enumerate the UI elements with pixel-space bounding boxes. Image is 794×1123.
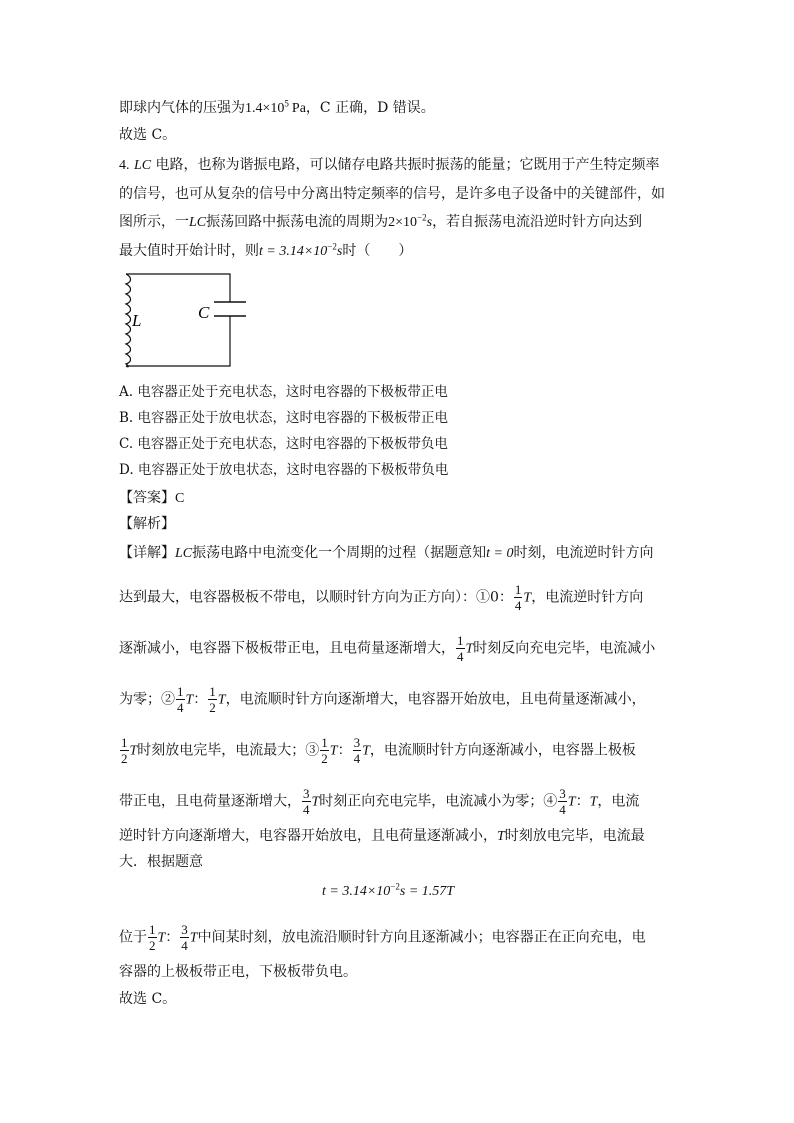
- fraction-3-4: $\frac{3}{4}$: [181, 922, 188, 953]
- detail-line-10: 容器的上极板带正电，下极板带负电。: [119, 964, 357, 980]
- text: 振荡电路中电流变化一个周期的过程（据题意知: [192, 545, 487, 561]
- detail-line-7: [119, 826, 645, 847]
- capacitor-label: C: [198, 303, 210, 322]
- equation-part: t = 3.14×10: [322, 884, 391, 899]
- wire-bottom: [126, 316, 230, 366]
- lc-symbol: LC: [175, 546, 193, 561]
- lc-symbol: LC: [133, 158, 152, 173]
- text: 即球内气体的压强为: [119, 100, 245, 116]
- prev-line-2: 故选 C。: [119, 127, 177, 143]
- equation-part: s = 1.57T: [399, 884, 455, 899]
- text: 为零；②: [119, 691, 175, 708]
- text: 位于: [119, 929, 147, 946]
- time-exp: −2: [327, 241, 337, 252]
- period-symbol: T: [157, 930, 166, 946]
- detail-line-11: 故选 C。: [119, 991, 177, 1007]
- time-unit: s: [336, 244, 343, 259]
- fraction-3-4: $\frac{3}{4}$: [353, 735, 361, 766]
- answer-value: C: [175, 491, 185, 506]
- text: ：: [193, 691, 208, 708]
- period-symbol: T: [567, 794, 576, 810]
- text: ，电流顺时针方向逐渐增大，电容器开始放电，且电荷量逐渐减小，: [225, 691, 646, 708]
- question-line-2: 的信号，也可从复杂的信号中分离出特定频率的信号，是许多电子设备中的关键部件，如: [119, 186, 665, 202]
- text: ：: [575, 793, 590, 810]
- period-symbol: T: [589, 794, 598, 810]
- option-c: C. 电容器正处于充电状态，这时电容器的下极板带负电: [119, 436, 448, 452]
- t-zero: t = 0: [486, 546, 514, 561]
- inductor-coil: [126, 274, 131, 367]
- detail-line-3: [119, 633, 655, 664]
- detail-line-4: [119, 684, 646, 715]
- text: 中间某时刻，放电流沿顺时针方向且逐渐减小；电容器正在正向充电，电: [197, 929, 646, 946]
- text: 带正电，且电荷量逐渐增大，: [119, 793, 301, 810]
- period-symbol: T: [185, 692, 194, 708]
- text: 时刻放电完毕，电流最大；③: [137, 742, 320, 759]
- text: ，C 正确，D 错误。: [305, 100, 435, 116]
- text: ：: [165, 929, 180, 946]
- period-symbol: T: [523, 590, 532, 606]
- pressure-value: 1.4×10: [245, 101, 285, 116]
- text: ，电流: [597, 793, 640, 810]
- period-symbol: T: [465, 641, 474, 657]
- period-symbol: T: [311, 794, 320, 810]
- period-symbol: T: [329, 743, 338, 759]
- pressure-exp: 5: [284, 98, 289, 109]
- detail-line-6: [119, 786, 639, 817]
- period-symbol: T: [217, 692, 226, 708]
- detail-line-9: [119, 922, 646, 953]
- option-b: B. 电容器正处于放电状态，这时电容器的下极板带正电: [119, 410, 449, 426]
- text: ，若自振荡电流沿逆时针方向达到: [432, 214, 643, 230]
- answer-label: 【答案】: [119, 490, 175, 506]
- text: 时刻正向充电完毕，电流减小为零；④: [319, 793, 558, 810]
- answer-line: [119, 488, 184, 509]
- question-line-1: [119, 155, 660, 176]
- detail-line-8: 大．根据题意: [119, 854, 203, 870]
- period-symbol: T: [129, 743, 138, 759]
- fraction-1-2: $\frac{1}{2}$: [121, 735, 128, 766]
- detail-label: 【详解】: [119, 545, 175, 561]
- detail-line-2: [119, 582, 643, 613]
- text: 时（ ）: [342, 243, 413, 259]
- period-value: 2×10: [388, 215, 418, 230]
- lc-symbol: LC: [189, 215, 207, 230]
- text: ：: [337, 742, 352, 759]
- text: 图所示，一: [119, 214, 189, 230]
- equation-exp: −2: [390, 881, 400, 892]
- period-symbol: T: [497, 829, 505, 844]
- fraction-3-4: $\frac{3}{4}$: [303, 786, 310, 817]
- fraction-1-4: $\frac{1}{4}$: [514, 582, 522, 613]
- question-line-4: [119, 241, 412, 262]
- text: 电路，也称为谐振电路，可以储存电路共振时振荡的能量；它既用于产生特定频率: [155, 157, 660, 173]
- text: 振荡回路中振荡电流的周期为: [206, 214, 389, 230]
- lc-circuit-figure: [118, 268, 248, 370]
- period-exp: −2: [417, 212, 427, 223]
- question-line-3: [119, 212, 642, 233]
- inductor-label: L: [132, 311, 142, 330]
- text: 逆时针方向逐渐增大，电容器开始放电，且电荷量逐渐减小，: [119, 828, 497, 844]
- option-d: D. 电容器正处于放电状态，这时电容器的下极板带负电: [119, 462, 449, 478]
- time-eq: t = 3.14×10: [259, 244, 328, 259]
- text: 达到最大，电容器极板不带电，以顺时针方向为正方向）：①0：: [119, 589, 513, 606]
- period-unit: s: [426, 215, 433, 230]
- text: 时刻反向充电完毕，电流减小: [473, 640, 656, 657]
- prev-line-1: [119, 98, 435, 119]
- question-number: 4.: [119, 158, 130, 173]
- text: 时刻放电完毕，电流最: [504, 828, 645, 844]
- text: ，电流顺时针方向逐渐减小，电容器上极板: [369, 742, 636, 759]
- fraction-1-4: $\frac{1}{4}$: [457, 633, 464, 664]
- fraction-1-2: $\frac{1}{2}$: [321, 735, 328, 766]
- text: 逐渐减小，电容器下极板带正电，且电荷量逐渐增大，: [119, 640, 455, 657]
- pressure-unit: Pa: [291, 101, 306, 116]
- period-symbol: T: [362, 743, 370, 759]
- text: 时刻，电流逆时针方向: [513, 545, 654, 561]
- equation-line: [322, 881, 454, 902]
- fraction-1-2: $\frac{1}{2}$: [149, 922, 156, 953]
- fraction-1-2: $\frac{1}{2}$: [209, 684, 216, 715]
- period-symbol: T: [189, 930, 198, 946]
- wire-top: [126, 274, 230, 302]
- detail-line-5: [119, 735, 636, 766]
- detail-line-1: [119, 543, 653, 564]
- analysis-label: 【解析】: [119, 516, 175, 532]
- option-a: A. 电容器正处于充电状态，这时电容器的下极板带正电: [119, 384, 448, 400]
- fraction-1-4: $\frac{1}{4}$: [177, 684, 184, 715]
- text: 最大值时开始计时，则: [119, 243, 259, 259]
- fraction-3-4: $\frac{3}{4}$: [559, 786, 566, 817]
- text: ，电流逆时针方向: [531, 589, 644, 606]
